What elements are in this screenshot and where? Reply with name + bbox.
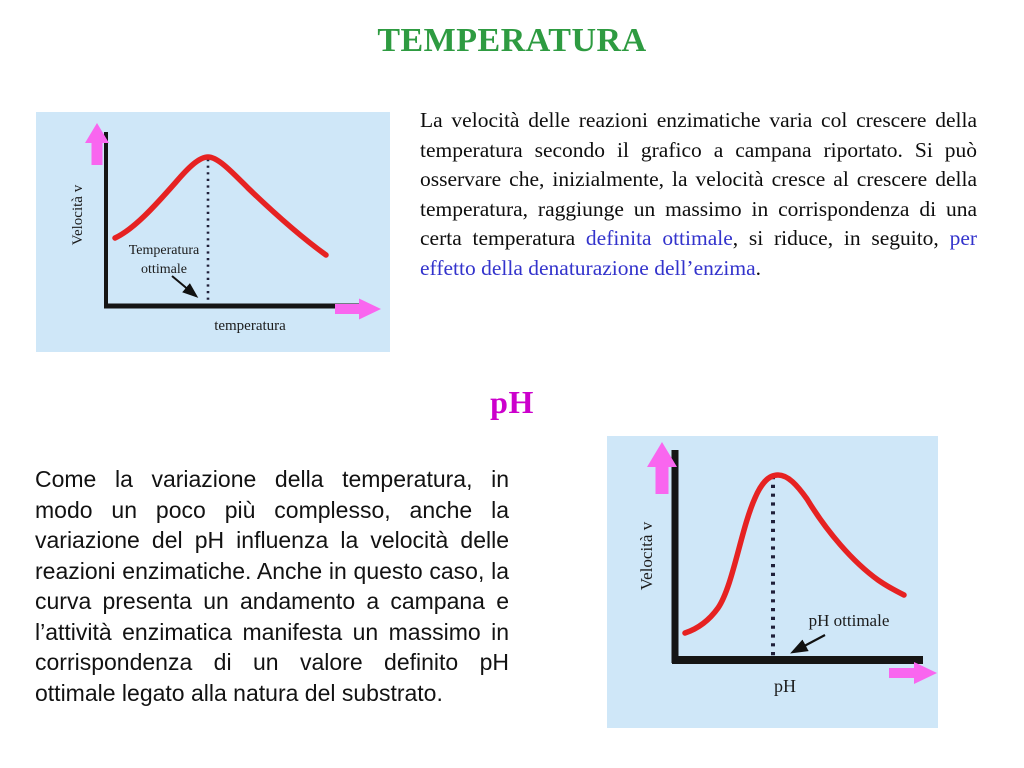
x-axis-label: temperatura [214, 318, 286, 334]
highlight-definita-ottimale: definita ottimale [585, 226, 733, 250]
ph-heading: pH [490, 384, 534, 420]
optimal-temperature-annotation-line1: Temperatura [128, 243, 200, 258]
reaction-velocity-curve [115, 157, 326, 255]
annotation-arrow-icon [793, 635, 825, 652]
paragraph-text: . [755, 255, 762, 280]
temperature-chart-image [36, 112, 390, 352]
paragraph-text: La velocità delle reazioni enzimatiche varia col crescere della temperatura secondo il grafico a campana riportato. Si può osservare che, inizialmente, la velocità cresce al crescere della temperatura, raggiunge un massimo in corrispondenza di una certa temperatura [420, 108, 977, 250]
paragraph-text: , si riduce, in seguito, [732, 226, 950, 250]
right-arrow-icon [889, 662, 937, 684]
ph-paragraph: Come la variazione della temperatura, in modo un poco più complesso, anche la variazione del pH influenza la velocità delle reazioni enzimatiche. Anche in questo caso, la curva presenta un andamento a campana e l’attività enzimatica manifesta un massimo in corrispondenza di un valore definito pH ottimale legato alla natura del substrato. [35, 466, 509, 706]
highlight-denaturazione: per effetto della denaturazione dell’enzima [420, 226, 978, 280]
optimal-temperature-annotation-line2: ottimale [141, 262, 187, 277]
reaction-velocity-curve [685, 475, 904, 633]
optimal-ph-annotation: pH ottimale [808, 611, 890, 630]
ph-chart-svg [607, 436, 938, 728]
x-axis-label: pH [774, 676, 796, 696]
annotation-arrow-icon [172, 276, 196, 296]
y-axis-label: Velocità v [637, 521, 656, 591]
right-arrow-icon [335, 299, 381, 320]
ph-chart-image [607, 436, 938, 728]
temperature-paragraph [420, 106, 977, 283]
y-axis-label: Velocità v [70, 184, 86, 246]
slide-title: TEMPERATURA [377, 22, 647, 59]
temperature-chart-svg [36, 112, 390, 352]
